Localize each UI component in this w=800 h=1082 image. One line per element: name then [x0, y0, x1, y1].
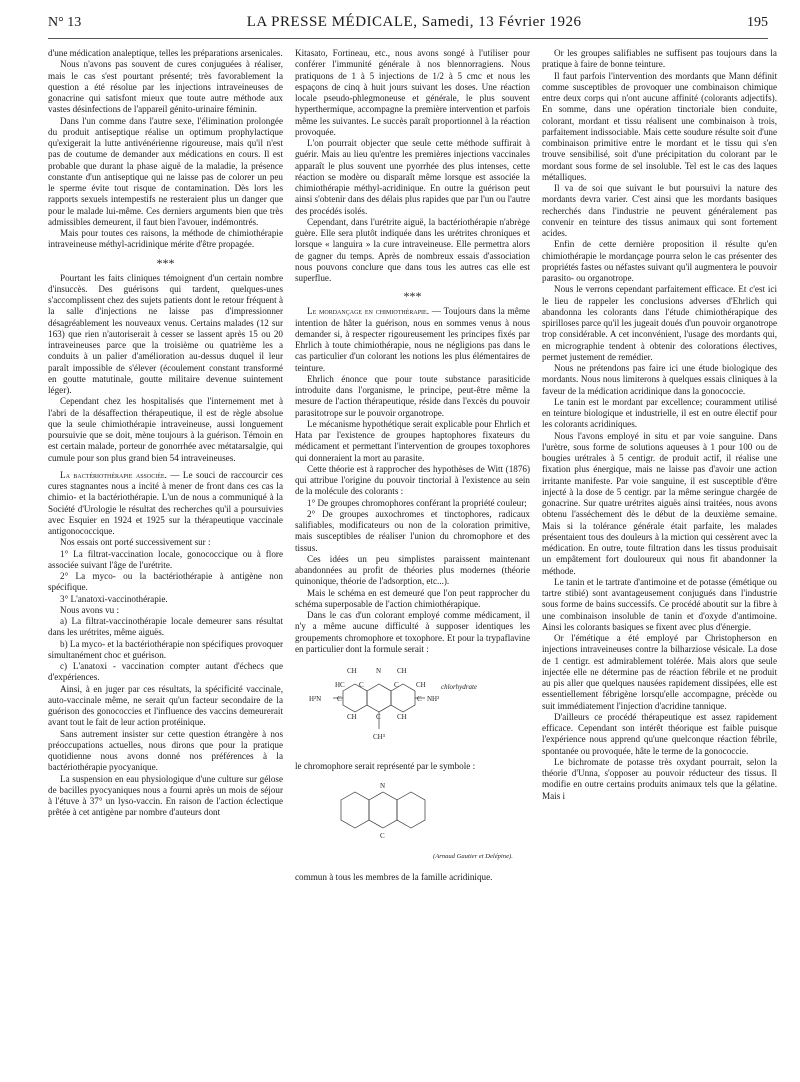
paragraph: Le bichromate de potasse très oxydant pourrait, selon la théorie d'Unna, s'opposer au pouvoir réducteur des tissus. Il modifie en outre certains produits animaux tels que la gélatine. Mais i [542, 756, 777, 801]
trypaflavine-formula [295, 659, 530, 757]
atom-label: C [337, 695, 342, 703]
atom-label: CH [397, 667, 407, 675]
paragraph: Dans le cas d'un colorant employé comme médicament, il n'y a même aucune difficulté à supposer identiques les groupements chromophore et toxophore. Et pour la trypaflavine en particulier dont la formule serait : [295, 610, 530, 654]
atom-label: H²N [309, 695, 322, 703]
paragraph: Pourtant les faits cliniques témoignent d'un certain nombre d'insuccès. Des guérisons qui tardent, quelques-unes s'accomplissent chez des sujets patients dont le retour fréquent à la salle d'injections ne laisse pas d'impressionner désagréablement les nouveaux venus. Certains malades (12 sur 163) que rien n'autoriserait à cesser se lassent après 15 ou 20 intraveineuses parce que la troisième ou quatrième les a conduits à un palier d'amélioration au-dessus duquel il leur paraît impossible de s'élever (écoulement constant transformé en goutte matutinale, goutte militaire devenue suintement léger). [48, 272, 283, 395]
paragraph: Nous le verrons cependant parfaitement efficace. Et c'est ici le lieu de rappeler les conclusions adverses d'Ehrlich qui abandonna les colorants dans l'étude chimiothérapique des spirilloses parce qu'il les jugeait doués d'un pouvoir organotrope trop considérable. A cet inconvénient, l'usage des mordants qui, en micrographie tendent à obtenir des colorations électives, permet justement de remédier. [542, 284, 777, 362]
atom-label: HC [335, 681, 345, 689]
acridine-chromophore-formula [295, 776, 530, 868]
atom-label: CH [347, 667, 357, 675]
atom-label: NH² [427, 695, 440, 703]
formula-bonds [333, 684, 425, 729]
atom-label: C [394, 681, 399, 689]
page-header [48, 14, 768, 39]
paragraph [48, 470, 283, 538]
paragraph: Le mécanisme hypothétique serait explicable pour Ehrlich et Hata par l'existence de groupes haptophores fixateurs du médicament et permettant l'intervention de groupes toxophores qui donneraient la mort au parasite. [295, 418, 530, 463]
atom-label: C [376, 713, 381, 721]
paragraph: Ehrlich énonce que pour toute substance parasiticide introduite dans l'organisme, le principe, peut-être même la mesure de l'action thérapeutique, réside dans l'excès du pouvoir parasitotrope sur le pouvoir organotrope. [295, 373, 530, 418]
atom-label: N [376, 667, 382, 675]
list-item: 2° La myco- ou la bactériothérapie à antigène non spécifique. [48, 571, 283, 593]
paragraph: Il va de soi que suivant le but poursuivi la nature des mordants devra varier. C'est ainsi que les mordants basiques recherchés dans l'industrie ne peuvent généralement pas convenir en teinture des tissus animaux qui sont fortement acides. [542, 183, 777, 238]
list-item: 3° L'anatoxi-vaccinothérapie. [60, 593, 168, 604]
section-stars: *** [156, 255, 175, 270]
atom-label: N [380, 782, 386, 791]
list-item: 2° De groupes auxochromes et tinctophores, radicaux salifiables, modificateurs ou non de la coloration primitive, mais susceptibles de réaliser l'union du chromophore et des tissus. [295, 508, 530, 553]
paragraph: Kitasato, Fortineau, etc., nous avons songé à l'utiliser pour conférer l'immunité générale à nos blennorragiens. Nous pratiquons de 1 à 5 injections de 1/2 à 5 cmc et nous les espaçons de cinq à huit jours suivant les doses. Une réaction locale pseudo-phlegmoneuse et générale, le plus souvent hyperthermique, accompagne la première intervention et parfois même les suivantes. Le succès paraît proportionnel à la réaction provoquée. [295, 48, 530, 137]
formula-credit: (Arnaud Gautier et Delépine). [433, 853, 513, 861]
paragraph: Le tanin et le tartrate d'antimoine et de potasse (émétique ou tartre stibié) sont avantageusement conjugués dans l'industrie sous forme de bains successifs. Ce procédé aboutit sur la fibre à une combinaison insoluble de tanin et d'oxyde d'antimoine. Ainsi les colorants basiques se fixent avec plus d'énergie. [542, 576, 777, 632]
list-item: b) La myco- et la bactériothérapie non spécifiques provoquer simultanément choc et guérison. [48, 638, 283, 660]
paragraph: Sans autrement insister sur cette question étrangère à nos préoccupations actuelles, nous dirons que pour la pratique quotidienne nous avons donné nos préférences à la bactériothérapie pyocyanique. [48, 728, 283, 773]
paragraph: Mais le schéma en est demeuré que l'on peut rapprocher du schéma superposable de l'action chimiothérapique. [295, 587, 530, 609]
paragraph: Or l'émétique a été employé par Christopherson en injections intraveineuses contre la bilharziose vésicale. La dose de 1 centigr. est admirablement tolérée. Mais alors que seule injectée elle ne détermine pas de réaction fébrile et ne produit au pis aller que quelques nausées rapidement dissipées, elle est essentiellement fébrigène lorsqu'elle accompagne, précède ou suit immédiatement l'injection d'acridine tannique. [542, 633, 777, 711]
list-item: a) La filtrat-vaccinothérapie locale demeurer sans résultat dans les urétrites, même aiguës. [48, 616, 283, 638]
paragraph: Le tanin est le mordant par excellence; couramment utilisé en teinture biologique et industrielle, il est en outre électif pour les colorants acridiniques. [542, 396, 777, 430]
paragraph: Cependant chez les hospitalisés que l'internement met à l'abri de la désaffection thérapeutique, il est de règle absolue que la seule chimiothérapie intraveineuse, aussi longuement poursuivie que se doit, mène toujours à la guérison. Témoin en est certain malade, porteur de gonorrhée avec métatarsalgie, qui cumule pour son plus grand bien 54 intraveineuses. [48, 396, 283, 463]
paragraph: Cette théorie est à rapprocher des hypothèses de Witt (1876) qui attribue l'origine du pouvoir tinctorial à l'existence au sein de la molécule des colorants : [295, 463, 530, 497]
paragraph: Enfin de cette dernière proposition il résulte qu'en chimiothérapie le mordançage pourra selon le cas présenter des propriétés fastes ou néfastes suivant qu'il augmentera le pouvoir parasito- ou organotrope. [542, 239, 777, 283]
paragraph: commun à tous les membres de la famille acridinique. [295, 872, 493, 883]
paragraph: Il faut parfois l'intervention des mordants que Mann définit comme susceptibles de provoquer une combinaison chimique entre deux corps qui n'ont aucune affinité (colorants adjectifs). En somme, dans une opération tinctoriale bien conduite, colorant, mordant et tissu réalisent une combinaison à trois, parfaitement indissociable. Mais cette soudure résulte soit d'une combinaison primitive entre le mordant et le tissu qui s'en trouve sensibilisé, soit d'une précipitation du colorant par le mordant sous forme de sel insoluble. Tel est le cas des laques métalliques. [542, 70, 777, 182]
paragraph: Or les groupes salifiables ne suffisent pas toujours dans la pratique à faire de bonne teinture. [542, 48, 777, 70]
formula-bonds [341, 792, 425, 828]
journal-title: LA PRESSE MÉDICALE, Samedi, 13 Février 1926 [246, 14, 582, 30]
atom-label: CH [397, 713, 407, 721]
section-heading: La bactériothérapie associée. [60, 469, 167, 480]
atom-label: CH [347, 713, 357, 721]
paragraph: Nous avons vu : [60, 604, 120, 615]
paragraph: Ainsi, à en juger par ces résultats, la spécificité vaccinale, auto-vaccinale même, ne serait qu'un facteur secondaire de la guérison des gonococcies et l'influence des vaccins demeurerait avant tout le fait de leur action protéinique. [48, 683, 283, 728]
paragraph: Mais pour toutes ces raisons, la méthode de chimiothérapie intraveineuse méthyl-acridinique mérite d'être propagée. [48, 228, 283, 250]
paragraph: le chromophore serait représenté par le symbole : [295, 761, 476, 771]
paragraph: Nos essais ont porté successivement sur : [60, 537, 211, 548]
column-1 [48, 48, 283, 1076]
atom-label: C [417, 695, 422, 703]
paragraph: La suspension en eau physiologique d'une culture sur gélose de bacilles pyocyaniques nous a fourni après un mois de séjour à l'étuve à 37° un lyso-vaccin. En raison de l'action éclectique prêtée à cet antigène par nombre d'auteurs dont [48, 773, 283, 818]
formula-note: chlorhydrate [441, 683, 478, 691]
paragraph: d'une médication analeptique, telles les préparations arsenicales. [48, 48, 283, 58]
list-item: 1° De groupes chromophores conférant la propriété couleur; [307, 497, 527, 508]
paragraph: Ces idées un peu simplistes paraissent maintenant abandonnées au profit de théories plus modernes (théorie quinonique, théorie de l'adsorption, etc...). [295, 553, 530, 587]
section-heading: Le mordançage en chimiothérapie. [307, 306, 429, 317]
atom-label: C [380, 832, 385, 841]
paragraph: Nous ne prétendons pas faire ici une étude biologique des mordants. Nous nous limiterons à quelques essais cliniques à la faveur de la médication acridinique dans la gonococcie. [542, 363, 777, 396]
list-item: 1° La filtrat-vaccination locale, gonococcique ou à flore associée suivant l'âge de l'urétrite. [48, 548, 283, 570]
paragraph-text: — Le souci de raccourcir ces cures stagnantes nous a incité à mener de front dans ces cas la chimio- et la bactériothérapie. L'un de nous a communiqué à la Société d'Urologie le résultat des recherches qu'il a poursuivies avec Esquier en 1924 et 1925 sur la thérapeutique vaccinale antigonococcique. [48, 469, 283, 536]
column-3 [542, 48, 777, 1076]
paragraph: Dans l'un comme dans l'autre sexe, l'élimination prolongée du produit antiseptique réalise un optimum prophylactique qu'exigerait la lutte antivénérienne rigoureuse, mais qu'il n'est pas de coutume de demander aux médications en cours. Il est probable que durant la phase aiguë de la maladie, la présence constante d'un antiseptique qui ne laisse pas de colorer un peu le sperme évite tout risque de contamination. Dès lors les rapports sexuels intempestifs ne resteraient plus un danger que pour le malade lui-même. Ces derniers arguments bien que très admissibles demeurent, il faut bien l'avouer, indémontrés. [48, 115, 283, 227]
column-2 [295, 48, 530, 1076]
issue-number: N° 13 [48, 15, 82, 30]
paragraph: D'ailleurs ce procédé thérapeutique est assez rapidement efficace. Cependant son intérêt théorique est faible puisque l'expérience nous apprend qu'une quelconque réaction fébrile, spontanée ou provoquée, hâte le terme de la gonococcie. [542, 711, 777, 756]
page-number: 195 [746, 15, 768, 30]
paragraph: Cependant, dans l'urétrite aiguë, la bactériothérapie n'abrège guère. Elle sera plutôt indiquée dans les urétrites chroniques et lorsque « languira » la cure intraveineuse. Elle permettra alors de gagner du temps. Après de nombreux essais d'association nous pouvons conclure que dans tous les autres cas elle est superflue. [295, 216, 530, 283]
paragraph [295, 306, 530, 374]
atom-label: CH [416, 681, 426, 689]
atom-label: C [359, 681, 364, 689]
paragraph: L'on pourrait objecter que seule cette méthode suffirait à guérir. Mais au lieu qu'entre les premières injections vaccinales apparaît le plus souvent une pyorrhée des plus intenses, cette réaction se modère ou disparaît même lorsque est associée la chimiothérapie méthyl-acridinique. En outre la guérison peut ainsi s'obtenir dans des délais plus rapides que par l'un ou l'autre des procédés isolés. [295, 138, 530, 216]
paragraph: Nous n'avons pas souvent de cures conjuguées à réaliser, mais le cas s'est pourtant présenté; très favorablement la question a été résolue par les injections intraveineuses de gonacrine qui satisfont mieux que toute autre méthode aux vastes désinfections de l'appareil génito-urinaire féminin. [48, 59, 283, 115]
atom-label: CH³ [373, 733, 385, 741]
list-item: c) L'anatoxi - vaccination compter autant d'échecs que d'expériences. [48, 661, 283, 683]
paragraph: Nous l'avons employé in situ et par voie sanguine. Dans l'urètre, sous forme de solutions aqueuses à 1 pour 100 ou de bougies urétrales à 5 centigr. de produit actif, il réalise une fixation plus énergique, mais ne laisse pas d'avoir une action irritante manifeste. Par voie sanguine, il est susceptible d'être injecté à la dose de 5 centigr. par la même seringue chargée de gonacrine. Sur quatre urétrites aiguës ainsi traitées, nous avons obtenu l'asséchement dès le début de la deuxième semaine. Mais si la tolérance générale était parfaite, les malades présentaient tous des douleurs à la miction qui cessèrent avec la médication. En outre, toute filtration dans les tissus produisait un empâtement fort douloureux qui nous fit abandonner la méthode. [542, 430, 777, 576]
section-stars: *** [403, 289, 422, 304]
paragraph-text: — Toujours dans la même intention de hâter la guérison, nous en sommes venus à nous demander si, à respecter rigoureusement les principes fixés par Ehrlich à toute chimiothérapie, nous ne négligions pas dans le cas particulier d'un colorant les notions les plus élémentaires de teinture. [295, 306, 530, 373]
